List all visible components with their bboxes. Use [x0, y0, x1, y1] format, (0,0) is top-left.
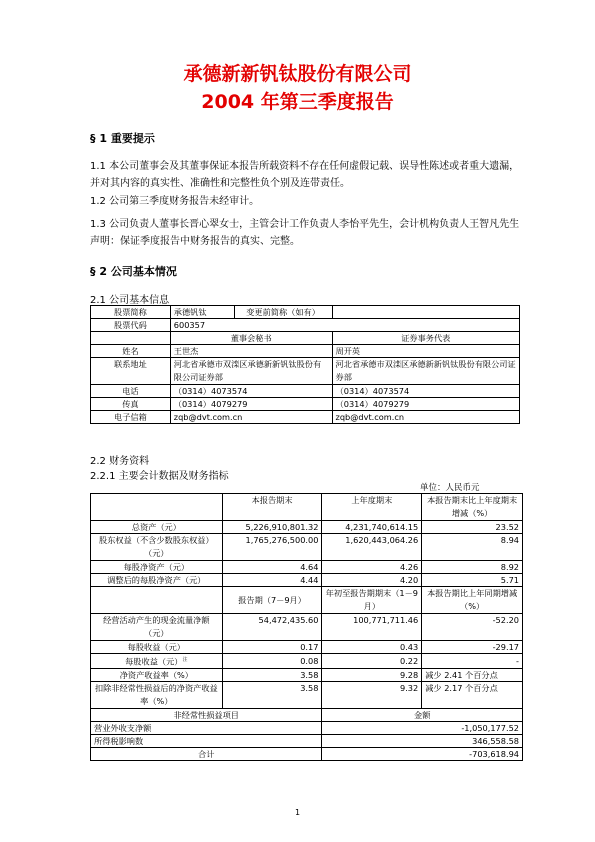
- section-2-heading: § 2 公司基本情况: [90, 265, 177, 278]
- secretary-email[interactable]: zqb@dvt.com.cn: [170, 411, 332, 424]
- cashflow-change: -52.20: [422, 614, 523, 641]
- table-row: [91, 319, 520, 332]
- roe-excl-ytd: 9.32: [322, 681, 422, 708]
- report-company-title: 承德新新钒钛股份有限公司: [183, 63, 412, 85]
- roe-excl-quarter: 3.58: [222, 681, 322, 708]
- table-row: [91, 747, 523, 760]
- header-last-year-end: 上年度期末: [322, 494, 422, 521]
- header-current-period-end: 本报告期末: [222, 494, 322, 521]
- table-row: [91, 587, 523, 614]
- nonrecurring-amount-header: 金额: [322, 708, 523, 721]
- subsection-2-2: 2.2 财务资料: [90, 456, 150, 467]
- nav-prior: 4.26: [322, 561, 422, 574]
- nonrecurring-total-label: 合计: [91, 747, 322, 760]
- table-row: [91, 521, 523, 534]
- stock-code: 600357: [170, 319, 519, 332]
- secretary-fax: （0314）4079279: [170, 398, 332, 411]
- eps-adjusted-quarter: 0.08: [222, 654, 322, 669]
- eps-note-marker: 注: [182, 657, 188, 663]
- label-fax: 传真: [91, 398, 171, 411]
- empty-cell: [91, 587, 223, 614]
- report-period-title: 2004 年第三季度报告: [201, 91, 394, 113]
- secretary-address: 河北省承德市双滦区承德新新钒钛股份有限公司证券部: [170, 358, 332, 385]
- total-assets-current: 5,226,910,801.32: [222, 521, 322, 534]
- eps-adjusted-ytd: 0.22: [322, 654, 422, 669]
- table-row: [91, 534, 523, 561]
- nav-label: 每股净资产（元）: [91, 561, 223, 574]
- adjusted-nav-change: 5.71: [422, 574, 523, 587]
- financial-indicators-table: [90, 493, 523, 761]
- table-row: [91, 721, 523, 734]
- table-row: [91, 398, 520, 411]
- rep-email[interactable]: zqb@dvt.com.cn: [332, 411, 519, 424]
- section-1-heading: § 1 重要提示: [90, 132, 155, 145]
- table-row: [91, 734, 523, 747]
- table-row: [91, 358, 520, 385]
- table-row: [91, 385, 520, 398]
- cashflow-ytd: 100,771,711.46: [322, 614, 422, 641]
- subsection-2-1: 2.1 公司基本信息: [90, 295, 170, 306]
- eps-quarter: 0.17: [222, 641, 322, 654]
- roe-excl-label: 扣除非经常性损益后的净资产收益率（%）: [91, 681, 223, 708]
- total-assets-change: 23.52: [422, 521, 523, 534]
- income-tax-effect-label: 所得税影响数: [91, 734, 322, 747]
- rep-address: 河北省承德市双滦区承德新新钒钛股份有限公司证券部: [332, 358, 519, 385]
- label-previous-short-name: 变更前简称（如有）: [234, 306, 332, 319]
- table-row: [91, 494, 523, 521]
- table-row: [91, 614, 523, 641]
- table-row: [91, 681, 523, 708]
- secretary-name: 王世杰: [170, 345, 332, 358]
- label-phone: 电话: [91, 385, 171, 398]
- table-row: [91, 345, 520, 358]
- nonrecurring-header: 非经常性损益项目: [91, 708, 322, 721]
- label-stock-short-name: 股票简称: [91, 306, 171, 319]
- eps-change: -29.17: [422, 641, 523, 654]
- header-change-percent: 本报告期末比上年度期末增减（%）: [422, 494, 523, 521]
- total-assets-prior: 4,231,740,614.15: [322, 521, 422, 534]
- equity-current: 1,765,276,500.00: [222, 534, 322, 561]
- currency-unit: 单位：人民币元: [420, 483, 480, 493]
- label-address: 联系地址: [91, 358, 171, 385]
- table-row: [91, 654, 523, 669]
- adjusted-nav-current: 4.44: [222, 574, 322, 587]
- paragraph-1-3: 1.3 公司负责人董事长晋心翠女士，主管会计工作负责人李怡平先生，会计机构负责人王智凡先生声明：保证季度报告中财务报告的真实、完整。: [90, 219, 520, 247]
- rep-name: 周开英: [332, 345, 519, 358]
- roe-excl-change: 减少 2.17 个百分点: [422, 681, 523, 708]
- table-row: [91, 641, 523, 654]
- secretary-phone: （0314）4073574: [170, 385, 332, 398]
- total-assets-label: 总资产（元）: [91, 521, 223, 534]
- nonrecurring-item-value: -1,050,177.52: [322, 721, 523, 734]
- table-row: [91, 668, 523, 681]
- label-email: 电子信箱: [91, 411, 171, 424]
- rep-phone: （0314）4073574: [332, 385, 519, 398]
- header-quarter: 报告期（7－9月）: [222, 587, 322, 614]
- equity-change: 8.94: [422, 534, 523, 561]
- header-yoy-change: 本报告期比上年同期增减（%）: [422, 587, 523, 614]
- table-row: [91, 708, 523, 721]
- equity-prior: 1,620,443,064.26: [322, 534, 422, 561]
- equity-label: 股东权益（不含少数股东权益）（元）: [91, 534, 223, 561]
- empty-cell: [91, 332, 171, 345]
- eps-adjusted-change: -: [422, 654, 523, 669]
- adjusted-nav-label: 调整后的每股净资产（元）: [91, 574, 223, 587]
- label-stock-code: 股票代码: [91, 319, 171, 332]
- stock-short-name: 承德钒钛: [170, 306, 234, 319]
- roe-label: 净资产收益率（%）: [91, 668, 223, 681]
- column-securities-rep: 证券事务代表: [332, 332, 519, 345]
- table-row: [91, 332, 520, 345]
- nonrecurring-total-value: -703,618.94: [322, 747, 523, 760]
- previous-short-name: [332, 306, 519, 319]
- eps-ytd: 0.43: [322, 641, 422, 654]
- roe-change: 减少 2.41 个百分点: [422, 668, 523, 681]
- eps-adjusted-label-text: 每股收益（元）: [125, 656, 183, 667]
- nav-change: 8.92: [422, 561, 523, 574]
- cashflow-quarter: 54,472,435.60: [222, 614, 322, 641]
- table-row: [91, 306, 520, 319]
- subsection-2-2-1: 2.2.1 主要会计数据及财务指标: [90, 471, 229, 482]
- label-name: 姓名: [91, 345, 171, 358]
- paragraph-1-1: 1.1 本公司董事会及其董事保证本报告所载资料不存在任何虚假记载、误导性陈述或者重大遗漏，并对其内容的真实性、准确性和完整性负个别及连带责任。: [90, 161, 520, 189]
- table-row: [91, 561, 523, 574]
- column-board-secretary: 董事会秘书: [170, 332, 332, 345]
- roe-ytd: 9.28: [322, 668, 422, 681]
- roe-quarter: 3.58: [222, 668, 322, 681]
- cashflow-label: 经营活动产生的现金流量净额（元）: [91, 614, 223, 641]
- header-year-to-date: 年初至报告期期末（1－9月）: [322, 587, 422, 614]
- company-info-table: [90, 305, 520, 424]
- eps-label: 每股收益（元）: [91, 641, 223, 654]
- eps-adjusted-label: [91, 654, 223, 669]
- table-row: [91, 411, 520, 424]
- income-tax-effect-value: 346,558.58: [322, 734, 523, 747]
- nav-current: 4.64: [222, 561, 322, 574]
- rep-fax: （0314）4079279: [332, 398, 519, 411]
- empty-cell: [91, 494, 223, 521]
- nonrecurring-item-label: 营业外收支净额: [91, 721, 322, 734]
- page-number: 1: [294, 808, 301, 817]
- paragraph-1-2: 1.2 公司第三季度财务报告未经审计。: [90, 196, 260, 207]
- adjusted-nav-prior: 4.20: [322, 574, 422, 587]
- table-row: [91, 574, 523, 587]
